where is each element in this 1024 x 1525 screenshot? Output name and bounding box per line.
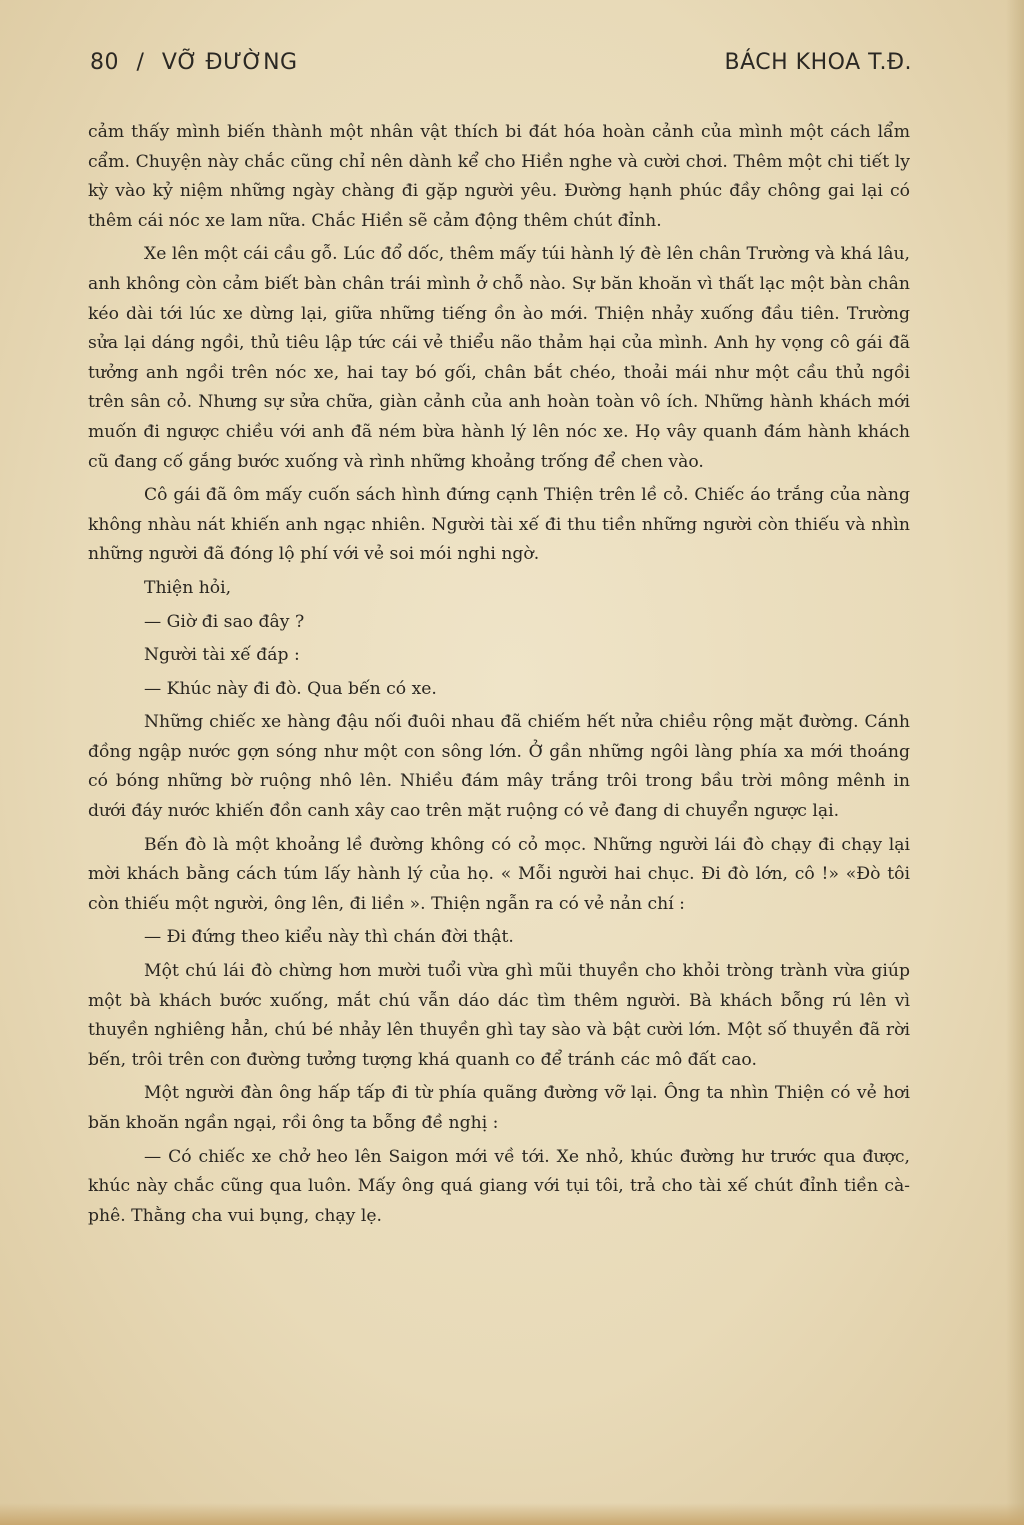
paragraph: Một người đàn ông hấp tấp đi từ phía quãng đường vỡ lại. Ông ta nhìn Thiện có vẻ hơi băn khoăn ngần ngại, rồi ông ta bỗng đề nghị : [88,1083,910,1133]
paragraph: Người tài xế đáp : [144,645,300,666]
paragraph: Những chiếc xe hàng đậu nối đuôi nhau đã chiếm hết nửa chiều rộng mặt đường. Cánh đồng ngập nước gợn sóng như một con sông lớn. Ở gần những ngôi làng phía xa mới thoáng có bóng những bờ ruộng nhô lên. Nhiều đám mây trắng trôi trong bầu trời mông mênh in dưới đáy nước khiến đồn canh xây cao trên mặt ruộng có vẻ đang di chuyển ngược lại. [88,712,910,822]
paragraph: Cô gái đã ôm mấy cuốn sách hình đứng cạnh Thiện trên lề cỏ. Chiếc áo trắng của nàng không nhàu nát khiến anh ngạc nhiên. Người tài xế đi thu tiền những người còn thiếu và nhìn những người đã đóng lộ phí với vẻ soi mói nghi ngờ. [88,485,910,565]
paragraph: Xe lên một cái cầu gỗ. Lúc đổ dốc, thêm mấy túi hành lý đè lên chân Trường và khá lâu, anh không còn cảm biết bàn chân trái mình ở chỗ nào. Sự băn khoăn vì thất lạc một bàn chân kéo dài tới lúc xe dừng lại, giữa những tiếng ồn ào mới. Thiện nhảy xuống đầu tiên. Trường sửa lại dáng ngồi, thủ tiêu lập tức cái vẻ thiểu não thảm hại của mình. Anh hy vọng cô gái đã tưởng anh ngồi trên nóc xe, hai tay bó gối, chân bắt chéo, thoải mái như một cầu thủ ngồi trên sân cỏ. Nhưng sự sửa chữa, giàn cảnh của anh hoàn toàn vô ích. Những hành khách mới muốn đi ngược chiều với anh đã ném bừa hành lý lên nóc xe. Họ vây quanh đám hành khách cũ đang cố gắng bước xuống và rình những khoảng trống để chen vào. [88,244,910,472]
chapter-title: VỠ ĐƯỜNG [161,50,298,75]
paragraph: Bến đò là một khoảng lề đường không có cỏ mọc. Những người lái đò chạy đi chạy lại mời khách bằng cách túm lấy hành lý của họ. « Mỗi người hai chục. Đi đò lớn, cô !» «Đò tôi còn thiếu một người, ông lên, đi liền ». Thiện ngẫn ra có vẻ nản chí : [88,834,910,914]
header-separator: / [136,50,145,75]
page-edge-shadow [1006,0,1024,1525]
paragraph: — Khúc này đi đò. Qua bến có xe. [144,678,437,699]
body-text [88,118,910,1231]
page-bottom-stain [0,1503,1024,1525]
paragraph: Thiện hỏi, [144,577,232,598]
header-left [90,50,308,75]
paragraph: — Đi đứng theo kiểu này thì chán đời thật. [144,927,514,948]
paragraph: — Có chiếc xe chở heo lên Saigon mới về tới. Xe nhỏ, khúc đường hư trước qua được, khúc này chắc cũng qua luôn. Mấy ông quá giang với tụi tôi, trả cho tài xế chút đỉnh tiền cà-phê. Thằng cha vui bụng, chạy lẹ. [88,1146,910,1226]
paragraph: Một chú lái đò chừng hơn mười tuổi vừa ghì mũi thuyền cho khỏi tròng trành vừa giúp một bà khách bước xuống, mắt chú vẫn dáo dác tìm thêm người. Bà khách bỗng rú lên vì thuyền nghiêng hẳn, chú bé nhảy lên thuyền ghì tay sào và bật cười lớn. Một số thuyền đã rời bến, trôi trên con đường tưởng tượng khá quanh co để tránh các mô đất cao. [88,961,910,1070]
paragraph: cảm thấy mình biến thành một nhân vật thích bi đát hóa hoàn cảnh của mình một cách lẩm cẩm. Chuyện này chắc cũng chỉ nên dành kể cho Hiền nghe và cười chơi. Thêm một chi tiết ly kỳ vào kỷ niệm những ngày chàng đi gặp người yêu. Đường hạnh phúc đầy chông gai lại có thêm cái nóc xe lam nữa. Chắc Hiền sẽ cảm động thêm chút đỉnh. [88,122,910,231]
paragraph: — Giờ đi sao đây ? [144,611,305,632]
running-header [90,50,912,75]
page-number: 80 [90,50,119,75]
publication-name: BÁCH KHOA T.Đ. [724,50,912,75]
